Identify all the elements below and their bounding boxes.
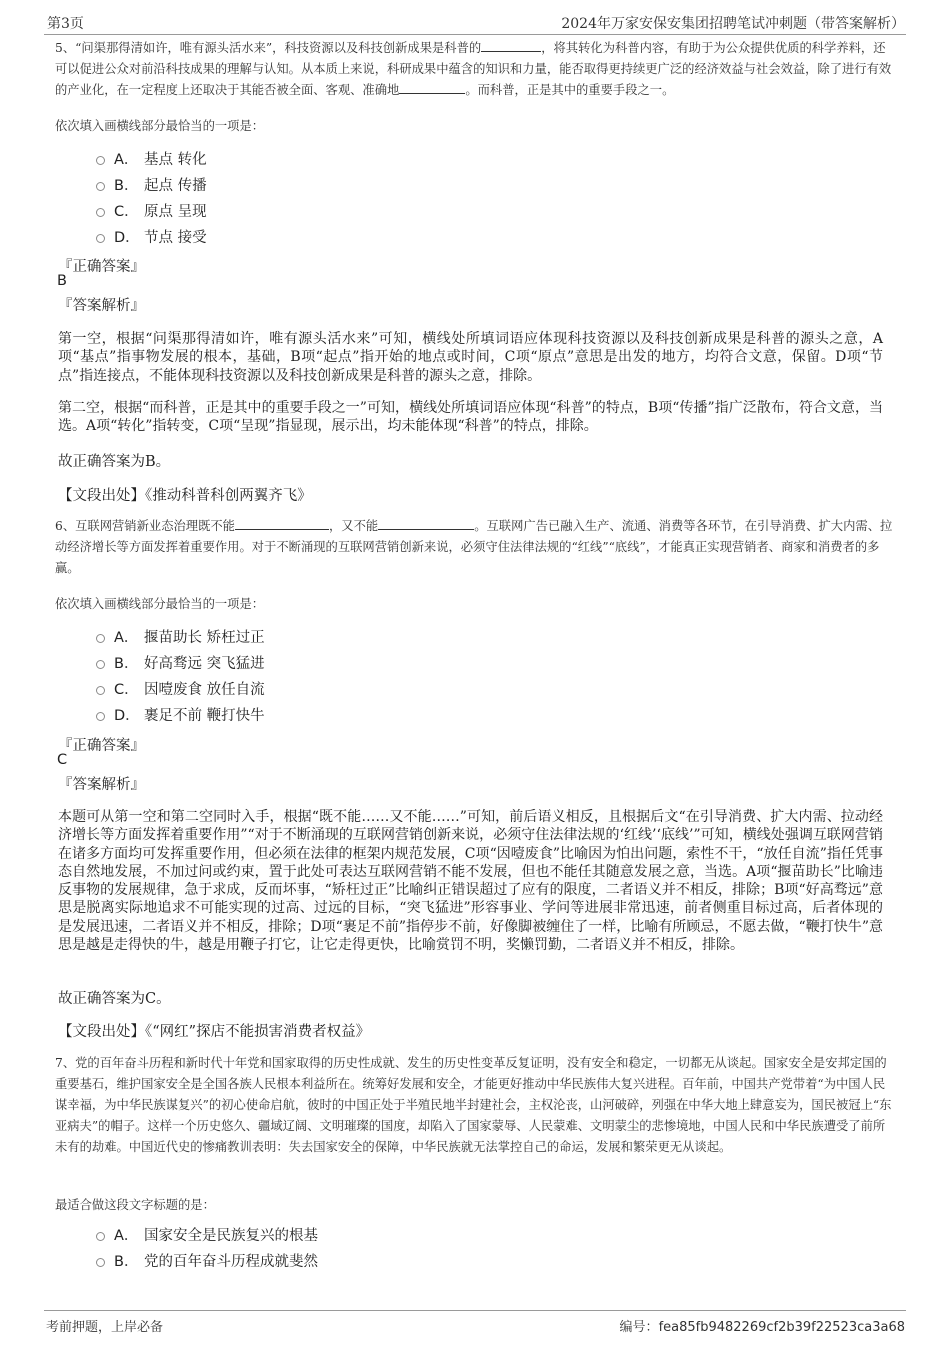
question-6-prompt: 依次填入画横线部分最恰当的一项是：	[55, 597, 265, 611]
blank-line	[399, 80, 465, 94]
analysis-label: 『答案解析』	[58, 777, 145, 793]
option-b[interactable]: B． 好高骛远 突飞猛进	[96, 651, 265, 673]
radio-icon[interactable]	[96, 686, 105, 695]
question-5-prompt: 依次填入画横线部分最恰当的一项是：	[55, 119, 265, 133]
radio-icon[interactable]	[96, 1232, 105, 1241]
header-divider	[44, 34, 906, 35]
question-5-text: 5、“问渠那得清如许，唯有源头活水来”，科技资源以及科技创新成果是科普的 ，将其转化为科普内容，有助于为公众提供优质的科学养料，还可以促进公众对前沿科技成果的理解与认知。从本质上来说，科研成果中蕴含的知识和力量，能否取得更持续更广泛的经济效益与社会效益，除了进行有效的产业化，在一定程度上还取决于其能否被全面、客观、准确地 。而科普，正是其中的重要手段之一。	[55, 38, 893, 101]
question-7-prompt: 最适合做这段文字标题的是：	[55, 1198, 215, 1212]
analysis-paragraph: 第一空，根据“问渠那得清如许，唯有源头活水来”可知，横线处所填词语应体现科技资源以及科技创新成果是科普的源头之意，A项“基点”指事物发展的根本，基础，B项“起点”指开始的地点或时间，C项“原点”意思是出发的地方，均符合文意，保留。D项“节点”指连接点，不能体现科技资源以及科技创新成果是科普的源头之意，排除。	[58, 331, 883, 384]
conclusion: 故正确答案为C。	[58, 991, 171, 1007]
analysis-label: 『答案解析』	[58, 298, 145, 314]
footer-slogan: 考前押题，上岸必备	[46, 1320, 164, 1335]
blank-line	[378, 516, 474, 530]
answer-value: C	[57, 752, 68, 768]
answer-label: 『正确答案』	[58, 738, 145, 754]
answer-label: 『正确答案』	[58, 259, 145, 275]
radio-icon[interactable]	[96, 1258, 105, 1267]
radio-icon[interactable]	[96, 182, 105, 191]
analysis-paragraph: 本题可从第一空和第二空同时入手，根据“既不能……又不能……”可知，前后语义相反，且根据后文“在引导消费、扩大内需、拉动经济增长等方面发挥着重要作用”“对于不断涌现的互联网营销创新来说，必须守住法律法规的‘红线’‘底线’”可知，横线处强调互联网营销在诸多方面均可发挥重要作用，但必须在法律的框架内规范发展，C项“因噎废食”比喻因为怕出问题，索性不干，“放任自流”指任凭事态自然地发展，不加过问或约束，置于此处可表达互联网营销不能不发展，但也不能任其随意发展之意，当选。A项“揠苗助长”比喻违反事物的发展规律，急于求成，反而坏事，“矫枉过正”比喻纠正错误超过了应有的限度，二者语义并不相反，排除；B项“好高骛远”意思是脱离实际地追求不可能实现的过高、过远的目标，“突飞猛进”形容事业、学问等进展非常迅速，前者侧重目标过高，后者体现的是发展迅速，二者语义并不相反，排除；D项“裹足不前”指停步不前，好像脚被缠住了一样，比喻有所顾忌，不愿去做，“鞭打快牛”意思是越是走得快的牛，越是用鞭子打它，让它走得更快，比喻赏罚不明，奖懒罚勤，二者语义并不相反，排除。	[58, 809, 883, 954]
source-citation: 【文段出处】《“网红”探店不能损害消费者权益》	[58, 1024, 371, 1040]
radio-icon[interactable]	[96, 156, 105, 165]
radio-icon[interactable]	[96, 208, 105, 217]
option-c[interactable]: C． 原点 呈现	[96, 199, 207, 221]
source-citation: 【文段出处】《推动科普科创两翼齐飞》	[58, 488, 312, 504]
option-a[interactable]: A． 国家安全是民族复兴的根基	[96, 1223, 318, 1245]
radio-icon[interactable]	[96, 660, 105, 669]
footer-divider	[44, 1310, 906, 1311]
page-header	[0, 0, 950, 36]
blank-line	[481, 38, 541, 52]
option-b[interactable]: B． 起点 传播	[96, 173, 207, 195]
radio-icon[interactable]	[96, 712, 105, 721]
page-number: 第3页	[47, 16, 84, 32]
question-7-text: 7、党的百年奋斗历程和新时代十年党和国家取得的历史性成就、发生的历史性变革反复证明，没有安全和稳定，一切都无从谈起。国家安全是安邦定国的重要基石，维护国家安全是全国各族人民根本利益所在。统筹好发展和安全，才能更好推动中华民族伟大复兴进程。百年前，中国共产党带着“为中国人民谋幸福，为中华民族谋复兴”的初心使命启航，彼时的中国正处于半殖民地半封建社会，主权沦丧，山河破碎，列强在中华大地上肆意妄为，国民被冠上“东亚病夫”的帽子。这样一个历史悠久、疆域辽阔、文明璀璨的国度，却陷入了国家蒙辱、人民蒙难、文明蒙尘的悲惨境地，中国人民和中华民族遭受了前所未有的劫难。中国近代史的惨痛教训表明：失去国家安全的保障，中华民族就无法掌控自己的命运，发展和繁荣更无从谈起。	[55, 1056, 892, 1154]
option-c[interactable]: C． 因噎废食 放任自流	[96, 677, 265, 699]
analysis-paragraph: 第二空，根据“而科普，正是其中的重要手段之一”可知，横线处所填词语应体现“科普”的特点，B项“传播”指广泛散布，符合文意，当选。A项“转化”指转变，C项“呈现”指显现，展示出，均未能体现“科普”的特点，排除。	[58, 400, 883, 435]
option-a[interactable]: A． 揠苗助长 矫枉过正	[96, 625, 265, 647]
question-6-text: 6、互联网营销新业态治理既不能 ，又不能 。互联网广告已融入生产、流通、消费等各环节，在引导消费、扩大内需、拉动经济增长等方面发挥着重要作用。对于不断涌现的互联网营销创新来说，必须守住法律法规的“红线”“底线”，才能真正实现营销者、商家和消费者的多赢。	[55, 516, 893, 579]
option-d[interactable]: D． 节点 接受	[96, 225, 207, 247]
conclusion: 故正确答案为B。	[58, 454, 171, 470]
blank-line	[235, 516, 329, 530]
radio-icon[interactable]	[96, 234, 105, 243]
option-d[interactable]: D． 裹足不前 鞭打快牛	[96, 703, 265, 725]
document-code: 编号：fea85fb9482269cf2b39f22523ca3a68	[619, 1320, 905, 1335]
option-b[interactable]: B． 党的百年奋斗历程成就斐然	[96, 1249, 318, 1271]
option-a[interactable]: A． 基点 转化	[96, 147, 207, 169]
document-title: 2024年万家安保安集团招聘笔试冲刺题（带答案解析）	[561, 16, 905, 32]
radio-icon[interactable]	[96, 634, 105, 643]
answer-value: B	[57, 273, 67, 289]
